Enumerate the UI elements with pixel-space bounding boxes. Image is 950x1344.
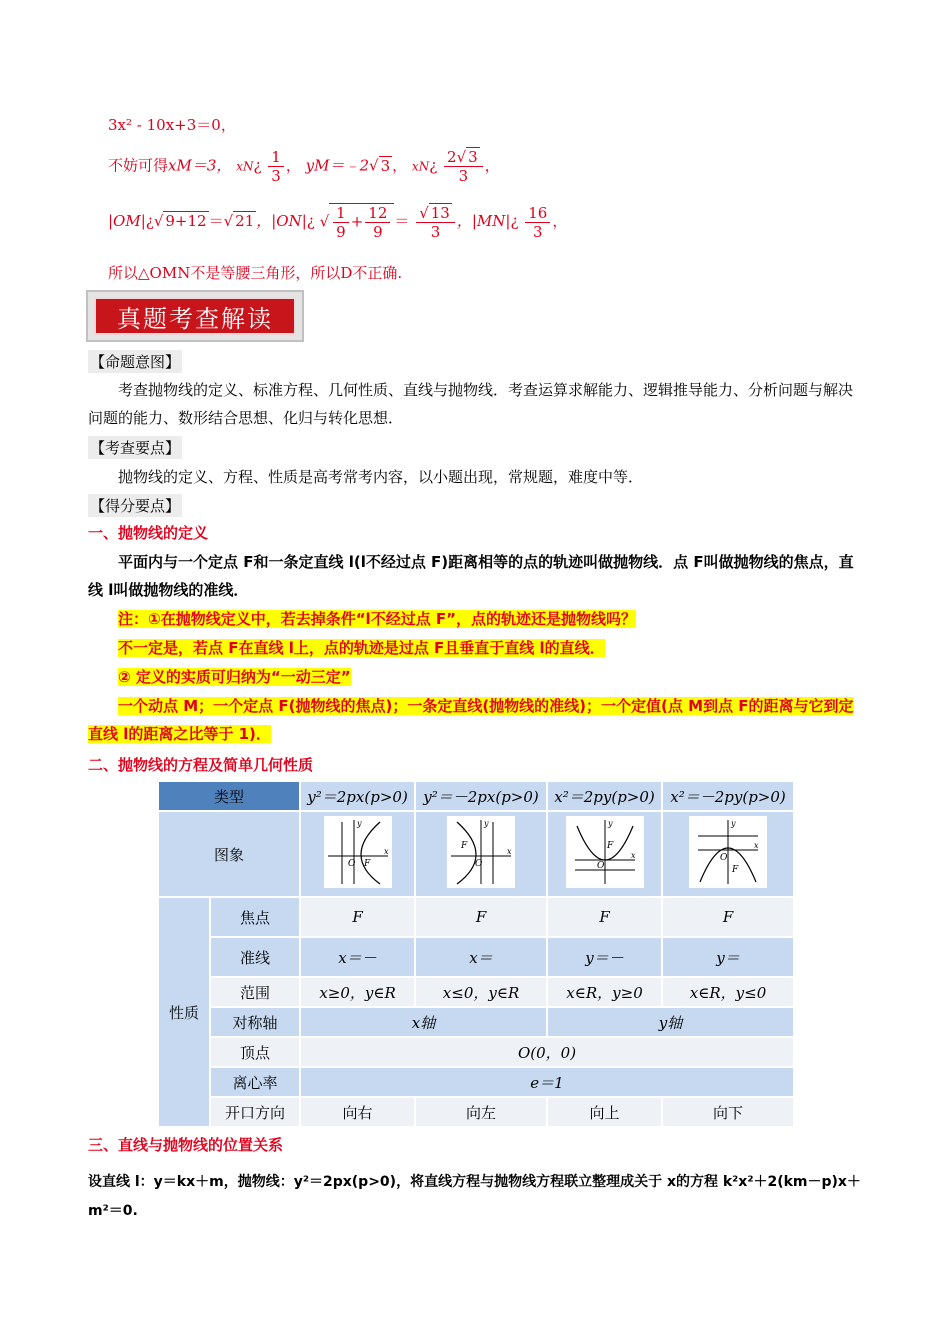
focus-label: 焦点: [210, 897, 300, 937]
vertex-cell: O(0，0): [300, 1037, 794, 1067]
directrix-cell: x＝－: [300, 937, 415, 977]
parabola-up-graph: [566, 816, 644, 888]
svg-text:y: y: [607, 819, 613, 828]
directrix-cell: y＝－: [547, 937, 662, 977]
focus-cell: F: [547, 897, 662, 937]
svg-text:O: O: [475, 859, 483, 869]
parabola-down-graph: [689, 816, 767, 888]
type-cell: x²＝2py(p>0): [547, 781, 662, 811]
svg-text:x: x: [630, 851, 636, 860]
range-cell: x≤0，y∈R: [415, 977, 547, 1007]
tag-score: 【得分要点】: [88, 494, 182, 517]
props-label: 性质: [158, 897, 210, 1127]
graph-cell: [300, 811, 415, 897]
table-row-range: [158, 977, 794, 1007]
axis-cell: x轴: [300, 1007, 547, 1037]
vertex-label: 顶点: [210, 1037, 300, 1067]
axis-cell: y轴: [547, 1007, 794, 1037]
section2-heading: 二、抛物线的方程及简单几何性质: [88, 756, 314, 774]
tag-intent: 【命题意图】: [88, 350, 182, 373]
opening-cell: 向右: [300, 1097, 415, 1127]
solution-line-1: 3x² - 10x+3＝0，: [108, 116, 236, 134]
solution-conclusion: 所以△OMN不是等腰三角形，所以D不正确.: [108, 264, 403, 282]
svg-text:y: y: [356, 819, 362, 828]
svg-text:y: y: [484, 819, 489, 828]
section3-paragraph: 设直线 l：y＝kx＋m，抛物线：y²＝2px(p>0)，将直线方程与抛物线方程联立整理成关于 x的方程 k²x²＋2(km－p)x＋m²＝0.: [88, 1174, 861, 1219]
svg-text:x: x: [507, 847, 512, 856]
axis-label: 对称轴: [210, 1007, 300, 1037]
table-row-eccentricity: [158, 1067, 794, 1097]
directrix-label: 准线: [210, 937, 300, 977]
table-row-axis: [158, 1007, 794, 1037]
section1-heading: 一、抛物线的定义: [88, 524, 209, 542]
parabola-left-graph: [447, 816, 515, 888]
table-row-opening: [158, 1097, 794, 1127]
table-row-graph: [158, 811, 794, 897]
svg-text:x: x: [383, 847, 389, 856]
opening-label: 开口方向: [210, 1097, 300, 1127]
eccentricity-cell: e＝1: [300, 1067, 794, 1097]
range-cell: x≥0，y∈R: [300, 977, 415, 1007]
note-essence: ② 定义的实质可归纳为“一动三定”: [118, 668, 351, 686]
graph-cell: [547, 811, 662, 897]
svg-text:F: F: [461, 841, 468, 851]
note-answer: 不一定是，若点 F在直线 l上，点的轨迹是过点 F且垂直于直线 l的直线．: [118, 639, 605, 657]
parabola-properties-table: [157, 780, 795, 1128]
intent-text: 考查抛物线的定义、标准方程、几何性质、直线与抛物线．考查运算求解能力、逻辑推导能力、分析问题与解决问题的能力、数形结合思想、化归与转化思想．: [88, 381, 854, 427]
solution-line-2: 不妨可得xM＝3， xN¿ $\frac{1}{3}$ ， yM＝﹣2√ 3 ， xN¿ $\frac{2√ 3}{3}$ ，: [108, 148, 500, 185]
section1-definition: 平面内与一个定点 F和一条定直线 l(l不经过点 F)距离相等的点的轨迹叫做抛物线．点 F叫做抛物线的焦点，直线 l叫做抛物线的准线．: [88, 553, 854, 599]
table-row-type: [158, 781, 794, 811]
graph-label: 图象: [158, 811, 300, 897]
focus-cell: F: [662, 897, 794, 937]
svg-text:F: F: [732, 865, 739, 875]
svg-text:O: O: [720, 853, 728, 863]
banner-title: 真题考查解读: [117, 304, 273, 333]
type-cell: y²＝－2px(p>0): [415, 781, 547, 811]
tag-focus: 【考查要点】: [88, 436, 182, 459]
solution-line-3: |OM|¿√ 9+12 ＝√ 21 ，|ON|¿ √ $\frac{1}{9}$ + $\frac{12}{9}$ ＝ $\frac{√ 13}{3}$ ，|MN|¿ $\frac{16}{3}$ ，: [108, 203, 568, 241]
svg-text:F: F: [363, 859, 370, 869]
svg-text:O: O: [596, 861, 604, 871]
range-label: 范围: [210, 977, 300, 1007]
directrix-cell: y＝: [662, 937, 794, 977]
section3-heading: 三、直线与抛物线的位置关系: [88, 1136, 284, 1154]
range-cell: x∈R，y≥0: [547, 977, 662, 1007]
opening-cell: 向左: [415, 1097, 547, 1127]
directrix-cell: x＝: [415, 937, 547, 977]
focus-text: 抛物线的定义、方程、性质是高考常考内容，以小题出现，常规题，难度中等．: [118, 468, 644, 486]
svg-text:y: y: [731, 819, 736, 828]
table-row-directrix: [158, 937, 794, 977]
svg-text:x: x: [754, 841, 759, 850]
type-cell: x²＝－2py(p>0): [662, 781, 794, 811]
opening-cell: 向上: [547, 1097, 662, 1127]
focus-cell: F: [300, 897, 415, 937]
table-row-focus: [158, 897, 794, 937]
range-cell: x∈R，y≤0: [662, 977, 794, 1007]
graph-cell: [415, 811, 547, 897]
type-label: 类型: [158, 781, 300, 811]
type-cell: y²＝2px(p>0): [300, 781, 415, 811]
focus-cell: F: [415, 897, 547, 937]
parabola-right-graph: [324, 816, 392, 888]
svg-text:O: O: [347, 859, 355, 869]
table-row-vertex: [158, 1037, 794, 1067]
note-question: 注：①在抛物线定义中，若去掉条件“l不经过点 F”，点的轨迹还是抛物线吗？: [118, 610, 637, 628]
svg-text:F: F: [606, 841, 613, 851]
opening-cell: 向下: [662, 1097, 794, 1127]
eccentricity-label: 离心率: [210, 1067, 300, 1097]
section-banner: [86, 290, 304, 342]
graph-cell: [662, 811, 794, 897]
note-detail: 一个动点 M；一个定点 F(抛物线的焦点)；一条定直线(抛物线的准线)；一个定值(点 M到点 F的距离与它到定直线 l的距离之比等于 1)．: [88, 697, 854, 743]
